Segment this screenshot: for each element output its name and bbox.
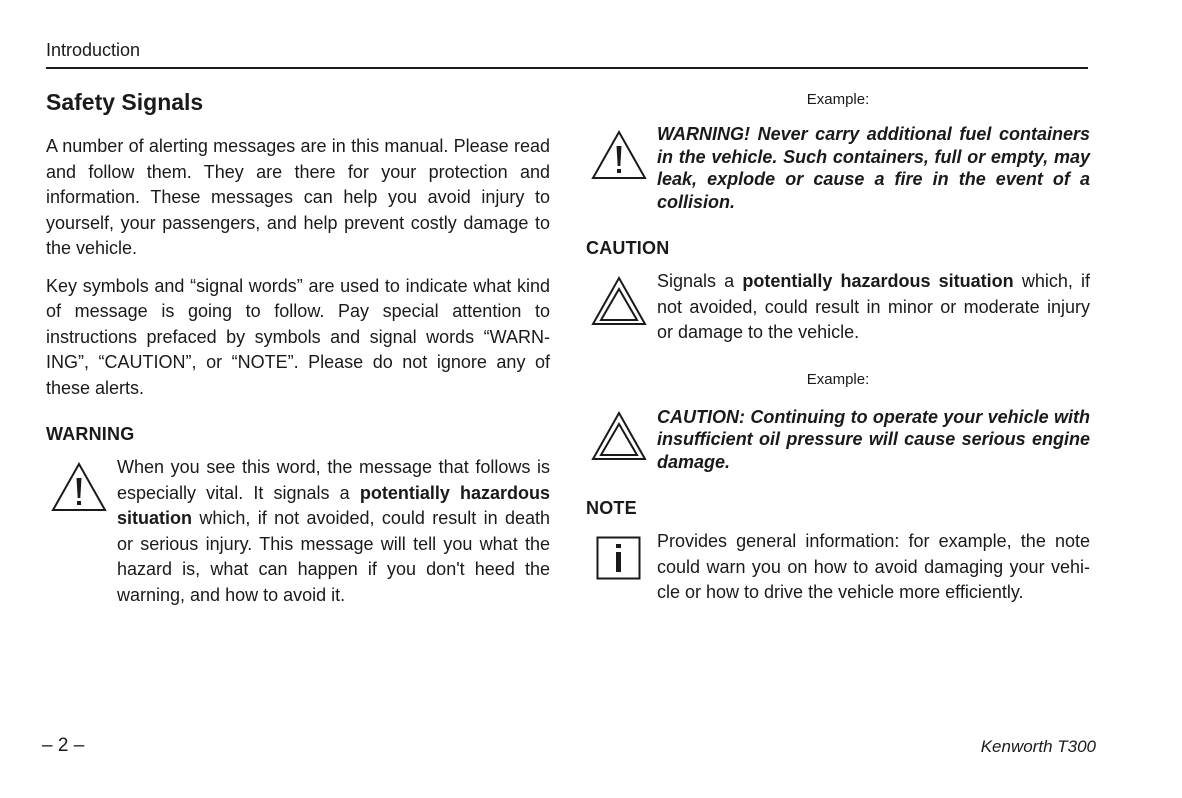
caution-triangle-icon [590, 410, 648, 467]
note-block [586, 529, 1090, 606]
caution-text: Signals a potentially hazardous situation which, if not avoided, could result in minor or moderate injury or damage to the vehicle. [657, 271, 1090, 342]
example-label-warning: Example: [806, 91, 870, 108]
footer-model: Kenworth T300 [980, 737, 1096, 756]
left-column [46, 88, 550, 608]
warning-example-block [586, 123, 1090, 213]
warning-heading: WARNING [46, 424, 135, 444]
header-title: Introduction [46, 40, 141, 60]
example-label-caution: Example: [806, 370, 870, 388]
section-title: Safety Signals [46, 89, 204, 115]
right-column [586, 90, 1090, 606]
intro-paragraph: A number of alerting messages are in this manual. Please read and follow them. They are there for your protection and information. These messages can help you avoid injury to yourself, your passengers, and help prevent costly damage to the vehicle. [46, 136, 550, 258]
caution-block [586, 269, 1090, 346]
warning-text: When you see this word, the message that follows is especially vital. It signals a potentially hazardous situation which, if not avoided, could result in death or serious injury. This message will tell you what the hazard is, what can happen if you don't heed the warning, and how to avoid it. [117, 457, 550, 605]
note-text: Provides general information: for example, the note could warn you on how to avoid damaging your vehi-cle or how to drive the vehicle more efficiently. [657, 531, 1090, 602]
caution-example-text: CAUTION: Continuing to operate your vehicle with insufficient oil pressure will cause serious engine damage. [657, 406, 1090, 472]
caution-heading: CAUTION [586, 238, 670, 258]
caution-example-block [586, 406, 1090, 474]
warning-block [46, 455, 550, 608]
note-heading: NOTE [586, 498, 637, 518]
info-box-icon [596, 536, 642, 585]
header-rule [46, 67, 1088, 69]
warning-exclamation-icon [50, 461, 108, 518]
warning-exclamation-icon [590, 129, 648, 186]
signal-words-paragraph: Key symbols and “signal words” are used to indicate what kind of message is going to follow. Pay special attention to instructions prefaced by symbols and signal words “WARN-ING”, “CAUTION”, or “NOTE”. Please do not ignore any of these alerts. [46, 275, 550, 398]
warning-example-text: WARNING! Never carry additional fuel containers in the vehicle. Such containers, full or empty, may leak, explode or cause a fire in the event of a collision. [657, 124, 1090, 212]
caution-triangle-icon [590, 275, 648, 332]
page-number: – 2 – [42, 735, 85, 756]
